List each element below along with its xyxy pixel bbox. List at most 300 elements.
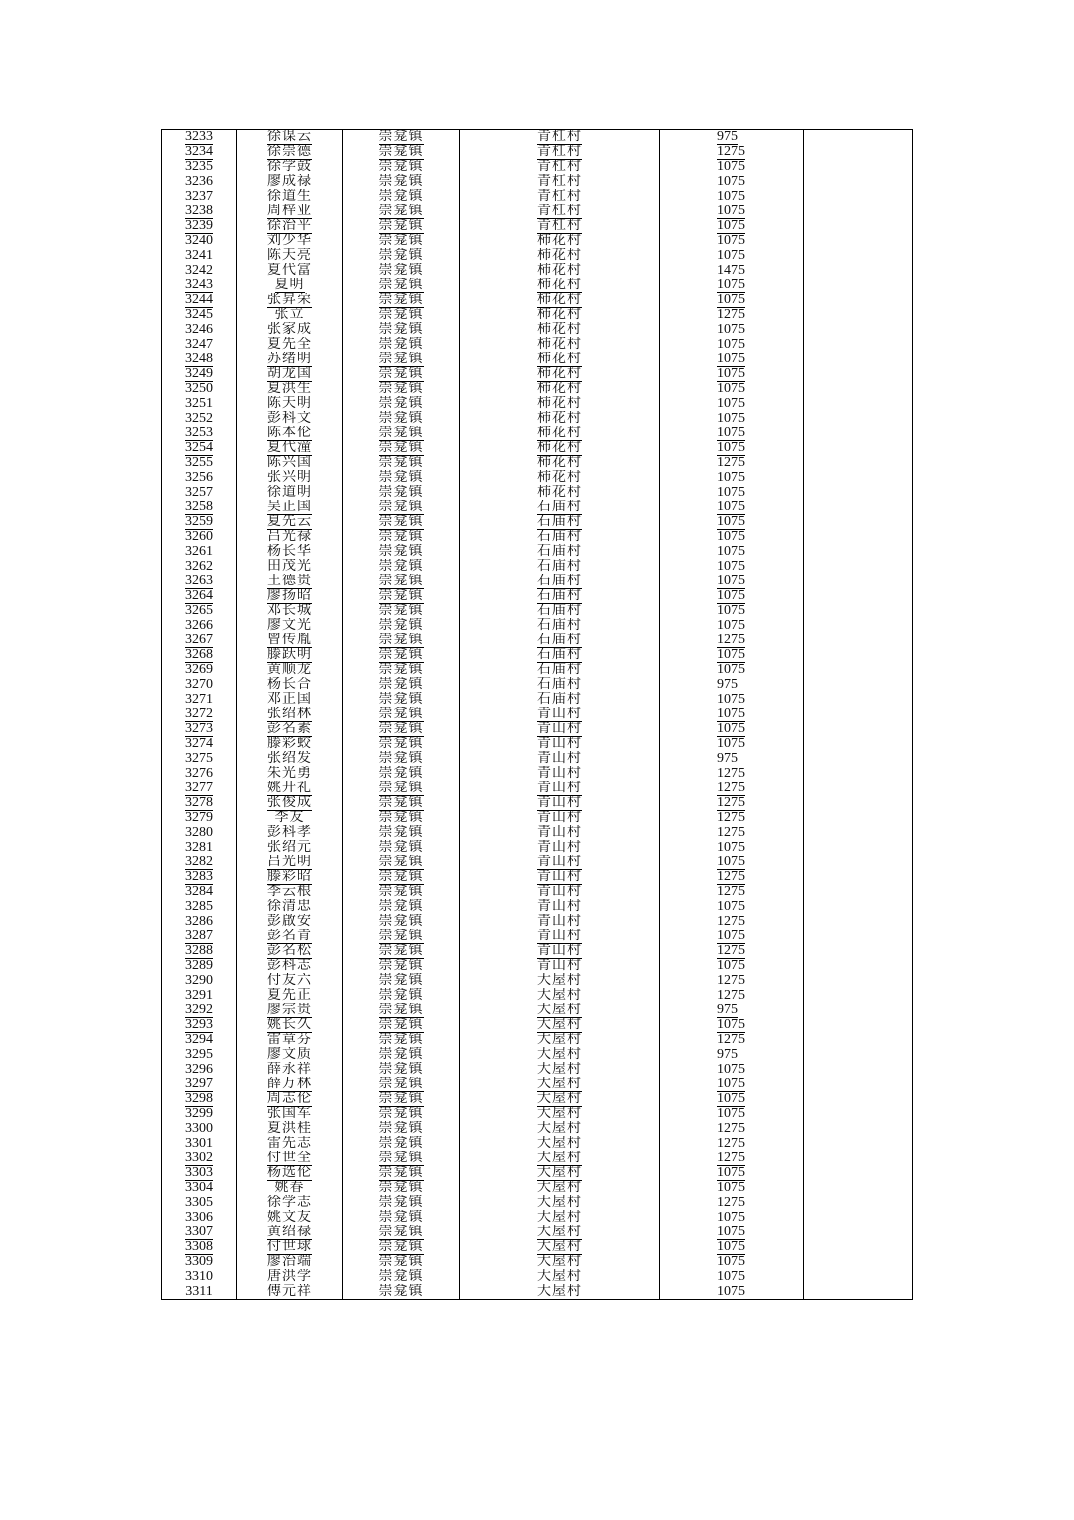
- town-cell-text: 崇龛镇: [378, 366, 424, 382]
- amount-cell: [660, 914, 804, 929]
- name-cell: [237, 559, 343, 574]
- village-cell: [460, 1003, 660, 1018]
- name-cell-text: 廖文光: [267, 618, 312, 633]
- note-cell: [804, 1255, 913, 1270]
- note-cell: [804, 618, 913, 633]
- village-cell-text: 青山村: [537, 751, 582, 766]
- amount-cell-text: 1075: [717, 603, 745, 618]
- row-number-cell-text: 3265: [185, 603, 213, 618]
- name-cell: [237, 367, 343, 382]
- village-cell: [460, 219, 660, 234]
- amount-cell: [660, 308, 804, 323]
- note-cell: [804, 840, 913, 855]
- amount-cell: [660, 811, 804, 826]
- village-cell-text: 柿花村: [537, 292, 582, 308]
- row-number-cell-text: 3303: [185, 1165, 213, 1181]
- village-cell-text: 大屋村: [537, 1180, 582, 1195]
- name-cell-text: 滕跃明: [267, 647, 312, 663]
- town-cell-text: 崇龛镇: [378, 943, 424, 959]
- town-cell: [343, 530, 460, 545]
- amount-cell-text: 1075: [717, 573, 745, 589]
- name-cell-text: 吕光明: [267, 855, 312, 870]
- row-number-cell: [162, 130, 237, 145]
- town-cell: [343, 1047, 460, 1062]
- village-cell-text: 石庙村: [537, 647, 582, 663]
- table-row: [162, 959, 913, 974]
- name-cell: [237, 959, 343, 974]
- amount-cell: [660, 663, 804, 678]
- row-number-cell: [162, 367, 237, 382]
- name-cell: [237, 145, 343, 160]
- name-cell-text: 唐洪学: [267, 1269, 312, 1284]
- town-cell-text: 崇龛镇: [378, 381, 424, 396]
- name-cell-text: 徐崇德: [267, 144, 312, 160]
- village-cell-text: 青山村: [537, 914, 582, 929]
- village-cell-text: 柿花村: [537, 455, 582, 470]
- name-cell: [237, 1195, 343, 1210]
- village-cell: [460, 1240, 660, 1255]
- town-cell-text: 崇龛镇: [378, 973, 424, 988]
- village-cell-text: 石庙村: [537, 529, 582, 544]
- table-row: [162, 189, 913, 204]
- row-number-cell: [162, 1210, 237, 1225]
- town-cell-text: 崇龛镇: [378, 337, 424, 352]
- table-row: [162, 1225, 913, 1240]
- amount-cell: [660, 796, 804, 811]
- amount-cell-text: 1075: [717, 1224, 745, 1240]
- amount-cell-text: 1075: [717, 1210, 745, 1225]
- table-row: [162, 500, 913, 515]
- row-number-cell-text: 3240: [185, 233, 213, 248]
- name-cell: [237, 737, 343, 752]
- table-row: [162, 618, 913, 633]
- amount-cell-text: 1075: [717, 499, 745, 515]
- town-cell: [343, 1225, 460, 1240]
- name-cell: [237, 1062, 343, 1077]
- note-cell: [804, 1269, 913, 1284]
- table-row: [162, 382, 913, 397]
- row-number-cell-text: 3302: [185, 1150, 213, 1166]
- table-row: [162, 973, 913, 988]
- name-cell: [237, 604, 343, 619]
- row-number-cell-text: 3307: [185, 1224, 213, 1240]
- town-cell: [343, 781, 460, 796]
- note-cell: [804, 189, 913, 204]
- town-cell: [343, 485, 460, 500]
- note-cell: [804, 604, 913, 619]
- note-cell: [804, 944, 913, 959]
- town-cell: [343, 811, 460, 826]
- village-cell: [460, 825, 660, 840]
- row-number-cell-text: 3246: [185, 322, 213, 337]
- village-cell: [460, 1225, 660, 1240]
- town-cell-text: 崇龛镇: [378, 322, 424, 337]
- village-cell-text: 大屋村: [537, 1091, 582, 1107]
- name-cell-text: 徐道生: [267, 189, 312, 204]
- village-cell-text: 青杠村: [537, 144, 582, 160]
- village-cell: [460, 1210, 660, 1225]
- note-cell: [804, 1003, 913, 1018]
- row-number-cell-text: 3267: [185, 633, 213, 648]
- village-cell-text: 柿花村: [537, 440, 582, 456]
- amount-cell-text: 1075: [717, 396, 745, 411]
- name-cell-text: 黄顺龙: [267, 662, 312, 678]
- town-cell: [343, 929, 460, 944]
- village-cell-text: 大屋村: [537, 1047, 582, 1062]
- note-cell: [804, 411, 913, 426]
- amount-cell: [660, 1255, 804, 1270]
- village-cell-text: 柿花村: [537, 396, 582, 411]
- village-cell: [460, 663, 660, 678]
- amount-cell-text: 1275: [717, 943, 745, 959]
- town-cell-text: 崇龛镇: [378, 1284, 424, 1299]
- town-cell: [343, 648, 460, 663]
- name-cell: [237, 219, 343, 234]
- amount-cell-text: 1275: [717, 307, 745, 322]
- row-number-cell-text: 3309: [185, 1254, 213, 1269]
- village-cell-text: 大屋村: [537, 1195, 582, 1210]
- village-cell: [460, 811, 660, 826]
- table-row: [162, 1047, 913, 1062]
- village-cell-text: 大屋村: [537, 1136, 582, 1151]
- name-cell-text: 徐谋云: [267, 129, 312, 145]
- row-number-cell-text: 3276: [185, 766, 213, 781]
- town-cell-text: 崇龛镇: [378, 396, 424, 411]
- amount-cell: [660, 1107, 804, 1122]
- note-cell: [804, 145, 913, 160]
- row-number-cell-text: 3268: [185, 647, 213, 663]
- note-cell: [804, 929, 913, 944]
- town-cell: [343, 1107, 460, 1122]
- village-cell: [460, 589, 660, 604]
- town-cell: [343, 1092, 460, 1107]
- row-number-cell: [162, 959, 237, 974]
- town-cell-text: 崇龛镇: [378, 1003, 424, 1018]
- row-number-cell-text: 3235: [185, 159, 213, 174]
- note-cell: [804, 248, 913, 263]
- row-number-cell-text: 3299: [185, 1106, 213, 1121]
- village-cell-text: 大屋村: [537, 973, 582, 988]
- town-cell: [343, 604, 460, 619]
- row-number-cell: [162, 781, 237, 796]
- amount-cell-text: 1275: [717, 781, 745, 796]
- town-cell-text: 崇龛镇: [378, 884, 424, 900]
- row-number-cell-text: 3245: [185, 307, 213, 322]
- name-cell: [237, 204, 343, 219]
- village-cell-text: 大屋村: [537, 1284, 582, 1299]
- amount-cell-text: 1075: [717, 174, 745, 189]
- row-number-cell: [162, 1047, 237, 1062]
- village-cell-text: 大屋村: [537, 988, 582, 1003]
- town-cell: [343, 130, 460, 145]
- amount-cell: [660, 855, 804, 870]
- amount-cell-text: 1275: [717, 144, 745, 160]
- row-number-cell-text: 3247: [185, 337, 213, 352]
- town-cell: [343, 367, 460, 382]
- town-cell-text: 崇龛镇: [378, 588, 424, 604]
- table-row: [162, 337, 913, 352]
- amount-cell: [660, 1121, 804, 1136]
- table-row: [162, 456, 913, 471]
- town-cell-text: 崇龛镇: [378, 1165, 424, 1181]
- amount-cell: [660, 840, 804, 855]
- amount-cell: [660, 189, 804, 204]
- amount-cell-text: 1075: [717, 1017, 745, 1033]
- town-cell-text: 崇龛镇: [378, 1269, 424, 1284]
- village-cell: [460, 130, 660, 145]
- town-cell: [343, 633, 460, 648]
- amount-cell: [660, 737, 804, 752]
- town-cell: [343, 174, 460, 189]
- amount-cell-text: 1075: [717, 1254, 745, 1269]
- note-cell: [804, 322, 913, 337]
- village-cell: [460, 1077, 660, 1092]
- village-cell: [460, 530, 660, 545]
- table-row: [162, 352, 913, 367]
- table-row: [162, 988, 913, 1003]
- village-cell-text: 青山村: [537, 884, 582, 900]
- table-row: [162, 1240, 913, 1255]
- town-cell: [343, 456, 460, 471]
- note-cell: [804, 677, 913, 692]
- row-number-cell-text: 3288: [185, 943, 213, 959]
- amount-cell-text: 1075: [717, 381, 745, 396]
- town-cell: [343, 1062, 460, 1077]
- village-cell-text: 大屋村: [537, 1077, 582, 1092]
- amount-cell-text: 1075: [717, 929, 745, 944]
- amount-cell: [660, 322, 804, 337]
- amount-cell: [660, 411, 804, 426]
- name-cell-text: 彭名松: [267, 943, 312, 959]
- table-row: [162, 825, 913, 840]
- note-cell: [804, 441, 913, 456]
- note-cell: [804, 692, 913, 707]
- amount-cell-text: 1075: [717, 425, 745, 441]
- name-cell-text: 张俊成: [267, 795, 312, 811]
- amount-cell: [660, 130, 804, 145]
- row-number-cell: [162, 1255, 237, 1270]
- town-cell-text: 崇龛镇: [378, 707, 424, 722]
- note-cell: [804, 855, 913, 870]
- town-cell-text: 崇龛镇: [378, 529, 424, 544]
- town-cell: [343, 766, 460, 781]
- town-cell: [343, 825, 460, 840]
- town-cell-text: 崇龛镇: [378, 1239, 424, 1255]
- note-cell: [804, 1047, 913, 1062]
- row-number-cell: [162, 1092, 237, 1107]
- village-cell: [460, 574, 660, 589]
- table-row: [162, 811, 913, 826]
- row-number-cell-text: 3305: [185, 1195, 213, 1210]
- amount-cell-text: 975: [717, 1003, 738, 1018]
- town-cell: [343, 899, 460, 914]
- town-cell: [343, 308, 460, 323]
- name-cell: [237, 1225, 343, 1240]
- town-cell: [343, 544, 460, 559]
- village-cell: [460, 692, 660, 707]
- name-cell-text: 杨长华: [267, 544, 312, 559]
- town-cell: [343, 1018, 460, 1033]
- row-number-cell: [162, 618, 237, 633]
- village-cell-text: 石庙村: [537, 677, 582, 692]
- table-row: [162, 1018, 913, 1033]
- amount-cell: [660, 574, 804, 589]
- town-cell-text: 崇龛镇: [378, 1062, 424, 1077]
- name-cell-text: 陈本伦: [267, 425, 312, 441]
- amount-cell: [660, 1166, 804, 1181]
- name-cell: [237, 1151, 343, 1166]
- table-row: [162, 396, 913, 411]
- amount-cell: [660, 559, 804, 574]
- name-cell-text: 夏明: [274, 277, 305, 293]
- village-cell-text: 柿花村: [537, 470, 582, 485]
- village-cell: [460, 426, 660, 441]
- village-cell-text: 大屋村: [537, 1165, 582, 1181]
- row-number-cell: [162, 1121, 237, 1136]
- village-cell-text: 大屋村: [537, 1150, 582, 1166]
- town-cell: [343, 293, 460, 308]
- name-cell-text: 杨选伦: [267, 1165, 312, 1181]
- amount-cell-text: 1075: [717, 337, 745, 352]
- table-row: [162, 559, 913, 574]
- amount-cell-text: 1075: [717, 322, 745, 337]
- amount-cell-text: 1075: [717, 588, 745, 604]
- village-cell-text: 青杠村: [537, 189, 582, 204]
- amount-cell: [660, 1033, 804, 1048]
- village-cell-text: 大屋村: [537, 1210, 582, 1225]
- village-cell-text: 大屋村: [537, 1106, 582, 1121]
- amount-cell: [660, 234, 804, 249]
- amount-cell: [660, 278, 804, 293]
- name-cell-text: 雷章芬: [267, 1032, 312, 1047]
- amount-cell-text: 1075: [717, 529, 745, 544]
- town-cell: [343, 707, 460, 722]
- village-cell: [460, 337, 660, 352]
- amount-cell-text: 1075: [717, 618, 745, 633]
- row-number-cell: [162, 751, 237, 766]
- table-row: [162, 781, 913, 796]
- village-cell: [460, 781, 660, 796]
- note-cell: [804, 130, 913, 145]
- amount-cell: [660, 692, 804, 707]
- amount-cell-text: 975: [717, 129, 738, 145]
- name-cell-text: 夏先云: [267, 514, 312, 530]
- town-cell: [343, 1181, 460, 1196]
- village-cell-text: 柿花村: [537, 381, 582, 396]
- town-cell-text: 崇龛镇: [378, 499, 424, 515]
- village-cell: [460, 1047, 660, 1062]
- amount-cell-text: 1275: [717, 766, 745, 781]
- name-cell-text: 彭科孝: [267, 825, 312, 840]
- amount-cell-text: 1275: [717, 810, 745, 826]
- amount-cell: [660, 441, 804, 456]
- table-row: [162, 1121, 913, 1136]
- amount-cell-text: 1075: [717, 514, 745, 530]
- village-cell-text: 柿花村: [537, 351, 582, 367]
- town-cell-text: 崇龛镇: [378, 647, 424, 663]
- table-row: [162, 1255, 913, 1270]
- note-cell: [804, 589, 913, 604]
- amount-cell: [660, 870, 804, 885]
- village-cell-text: 柿花村: [537, 263, 582, 278]
- name-cell-text: 张兴明: [267, 470, 312, 485]
- table-row: [162, 441, 913, 456]
- name-cell: [237, 530, 343, 545]
- amount-cell: [660, 1284, 804, 1299]
- amount-cell-text: 1075: [717, 1284, 745, 1299]
- row-number-cell-text: 3263: [185, 573, 213, 589]
- amount-cell: [660, 337, 804, 352]
- amount-cell-text: 1275: [717, 1136, 745, 1151]
- amount-cell-text: 1275: [717, 869, 745, 885]
- note-cell: [804, 914, 913, 929]
- row-number-cell: [162, 293, 237, 308]
- amount-cell-text: 1275: [717, 884, 745, 900]
- row-number-cell-text: 3243: [185, 277, 213, 293]
- village-cell-text: 青杠村: [537, 129, 582, 145]
- village-cell: [460, 988, 660, 1003]
- name-cell: [237, 766, 343, 781]
- table-row: [162, 219, 913, 234]
- town-cell-text: 崇龛镇: [378, 1210, 424, 1225]
- town-cell-text: 崇龛镇: [378, 277, 424, 293]
- row-number-cell: [162, 707, 237, 722]
- name-cell: [237, 692, 343, 707]
- town-cell-text: 崇龛镇: [378, 914, 424, 929]
- note-cell: [804, 174, 913, 189]
- town-cell-text: 崇龛镇: [378, 1032, 424, 1047]
- amount-cell: [660, 396, 804, 411]
- amount-cell: [660, 751, 804, 766]
- village-cell: [460, 737, 660, 752]
- name-cell-text: 彭科文: [267, 411, 312, 426]
- table-row: [162, 1210, 913, 1225]
- row-number-cell-text: 3300: [185, 1121, 213, 1136]
- table-row: [162, 293, 913, 308]
- town-cell: [343, 574, 460, 589]
- town-cell-text: 崇龛镇: [378, 129, 424, 145]
- town-cell: [343, 426, 460, 441]
- village-cell-text: 青山村: [537, 869, 582, 885]
- town-cell-text: 崇龛镇: [378, 1091, 424, 1107]
- row-number-cell: [162, 441, 237, 456]
- table-row: [162, 1151, 913, 1166]
- note-cell: [804, 308, 913, 323]
- row-number-cell-text: 3279: [185, 810, 213, 826]
- name-cell: [237, 382, 343, 397]
- name-cell-text: 付友六: [267, 973, 312, 988]
- amount-cell: [660, 781, 804, 796]
- town-cell: [343, 737, 460, 752]
- name-cell-text: 徐学志: [267, 1195, 312, 1210]
- town-cell-text: 崇龛镇: [378, 263, 424, 278]
- town-cell-text: 崇龛镇: [378, 292, 424, 308]
- name-cell: [237, 663, 343, 678]
- village-cell: [460, 248, 660, 263]
- note-cell: [804, 530, 913, 545]
- name-cell-text: 姚文友: [267, 1210, 312, 1225]
- village-cell-text: 石庙村: [537, 499, 582, 515]
- village-cell: [460, 1195, 660, 1210]
- row-number-cell: [162, 160, 237, 175]
- amount-cell-text: 1075: [717, 233, 745, 248]
- table-row: [162, 426, 913, 441]
- table-row: [162, 1136, 913, 1151]
- name-cell: [237, 352, 343, 367]
- village-cell-text: 大屋村: [537, 1032, 582, 1047]
- amount-cell: [660, 530, 804, 545]
- amount-cell-text: 1275: [717, 1121, 745, 1136]
